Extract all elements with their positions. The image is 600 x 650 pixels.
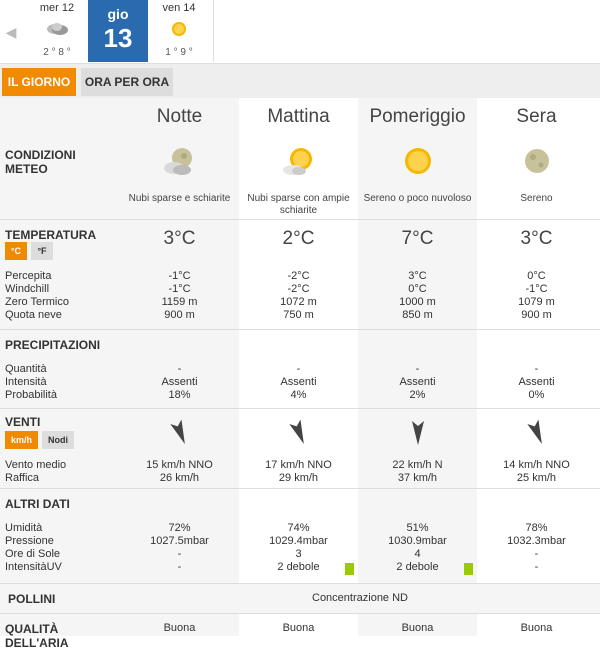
air-quality-value: Buona — [520, 622, 553, 634]
wind-avg-value: 17 km/h NNO — [265, 459, 332, 471]
row-label — [0, 489, 120, 583]
snow-value: 850 m — [402, 309, 433, 321]
fahrenheit-button[interactable]: °F — [31, 242, 53, 260]
snow-value: 900 m — [164, 309, 195, 321]
other-data-row — [0, 489, 600, 584]
zero-value: 1079 m — [518, 296, 555, 308]
moon-icon — [517, 144, 557, 180]
temperature-value: 3°C — [163, 228, 196, 249]
other-data-sublabels — [5, 522, 62, 574]
wind-avg-value: 22 km/h N — [392, 459, 443, 471]
wind-cell — [358, 409, 477, 488]
precipitation-sublabels — [5, 363, 57, 402]
winds-row — [0, 409, 600, 489]
previous-day-arrow-icon[interactable]: ◀ — [5, 24, 17, 40]
air-quality-value: Buona — [282, 622, 315, 634]
quantity-value: - — [415, 363, 420, 375]
air-quality-cell — [120, 614, 239, 636]
label-windchill: Windchill — [5, 283, 50, 295]
period-name: Notte — [156, 106, 203, 127]
zero-value: 1159 m — [161, 296, 198, 308]
intensity-value: Assenti — [161, 376, 198, 388]
label-ore-di-sole: Ore di Sole — [5, 548, 61, 560]
probability-value: 0% — [528, 389, 545, 401]
divider — [213, 0, 214, 62]
sun-icon — [165, 18, 193, 38]
label-percepita: Percepita — [5, 270, 52, 282]
pollen-value: Concentrazione ND — [312, 592, 408, 604]
day-temps: 2 ° 8 ° — [43, 47, 71, 58]
precipitation-title: PRECIPITAZIONI — [5, 338, 101, 352]
label-raffica: Raffica — [5, 472, 40, 484]
uv-level-indicator — [345, 563, 354, 575]
cloudy-icon — [43, 18, 71, 38]
temperature-value: 2°C — [282, 228, 315, 249]
sun-hours-value: - — [177, 548, 182, 560]
tab-il-giorno[interactable]: IL GIORNO — [2, 68, 76, 96]
other-data-cell — [239, 489, 358, 583]
quantity-value: - — [534, 363, 539, 375]
day-name: mer 12 — [39, 2, 75, 14]
zero-value: 1000 m — [399, 296, 436, 308]
period-description: Sereno o poco nuvoloso — [363, 193, 472, 204]
label-quota-neve: Quota neve — [5, 309, 62, 321]
wind-direction-arrow-icon — [522, 414, 552, 449]
row-label — [0, 330, 120, 408]
precipitation-row — [0, 330, 600, 409]
conditions-row — [0, 98, 600, 220]
label-zero-termico: Zero Termico — [5, 296, 69, 308]
humidity-value: 78% — [525, 522, 548, 534]
pressure-value: 1030.9mbar — [388, 535, 447, 547]
row-label — [0, 614, 120, 650]
zero-value: 1072 m — [280, 296, 317, 308]
period-notte — [120, 98, 239, 219]
wind-direction-arrow-icon — [284, 414, 314, 449]
wind-gust-value: 25 km/h — [516, 472, 557, 484]
pressure-value: 1032.3mbar — [507, 535, 566, 547]
temperature-cell — [120, 220, 239, 329]
pollen-title: POLLINI — [8, 592, 56, 606]
uv-value: - — [177, 561, 182, 573]
precipitation-cell — [358, 330, 477, 408]
temperature-cell — [477, 220, 596, 329]
probability-value: 4% — [290, 389, 307, 401]
label-vento-medio: Vento medio — [5, 459, 67, 471]
intensity-value: Assenti — [518, 376, 555, 388]
windchill-value: -1°C — [168, 283, 191, 295]
wind-avg-value: 14 km/h NNO — [503, 459, 570, 471]
label-pressione: Pressione — [5, 535, 54, 547]
temperature-cell — [239, 220, 358, 329]
celsius-button[interactable]: °C — [5, 242, 27, 260]
probability-value: 18% — [168, 389, 191, 401]
wind-cell — [239, 409, 358, 488]
other-data-title: ALTRI DATI — [5, 497, 70, 511]
windchill-value: -1°C — [525, 283, 548, 295]
uv-value: 2 debole — [277, 561, 320, 573]
air-quality-value: Buona — [401, 622, 434, 634]
uv-level-indicator — [464, 563, 473, 575]
period-pomeriggio — [358, 98, 477, 219]
temperature-cell — [358, 220, 477, 329]
label-umidita: Umidità — [5, 522, 43, 534]
moon-cloud-icon — [160, 144, 200, 180]
other-data-cell — [120, 489, 239, 583]
period-description: Nubi sparse con ampie schiarite — [247, 193, 350, 216]
day-card-gio[interactable] — [88, 0, 148, 62]
temperature-title: TEMPERATURA — [5, 228, 97, 242]
wind-gust-value: 29 km/h — [278, 472, 319, 484]
temperature-value: 7°C — [401, 228, 434, 249]
pressure-value: 1029.4mbar — [269, 535, 328, 547]
label-quantita: Quantità — [5, 363, 47, 375]
snow-value: 900 m — [521, 309, 552, 321]
air-quality-cell — [477, 614, 596, 636]
pollen-row — [0, 584, 600, 614]
label-intensita-uv: IntensitàUV — [5, 561, 62, 573]
day-temps: 1 ° 9 ° — [165, 47, 193, 58]
period-name: Sera — [516, 106, 557, 127]
perceived-value: 0°C — [527, 270, 546, 282]
period-description: Sereno — [520, 193, 553, 204]
temperature-sublabels — [5, 270, 69, 322]
other-data-cell — [477, 489, 596, 583]
air-quality-value: Buona — [163, 622, 196, 634]
row-label — [0, 98, 120, 219]
windchill-value: -2°C — [287, 283, 310, 295]
uv-value: 2 debole — [396, 561, 439, 573]
perceived-value: -2°C — [287, 270, 310, 282]
uv-value: - — [534, 561, 539, 573]
row-label — [0, 409, 120, 488]
quantity-value: - — [296, 363, 301, 375]
air-quality-title: QUALITÀ DELL'ARIA — [5, 622, 69, 650]
label-intensita: Intensità — [5, 376, 47, 388]
sun-hours-value: 3 — [295, 548, 302, 560]
sun-hours-value: - — [534, 548, 539, 560]
knots-button[interactable]: Nodi — [42, 431, 74, 449]
period-name: Pomeriggio — [369, 106, 466, 127]
air-quality-cell — [358, 614, 477, 636]
day-number: 13 — [103, 23, 133, 53]
air-quality-cell — [239, 614, 358, 636]
conditions-title: CONDIZIONI METEO — [5, 148, 76, 176]
precipitation-cell — [477, 330, 596, 408]
sun-cloud-icon — [279, 144, 319, 180]
intensity-value: Assenti — [399, 376, 436, 388]
humidity-value: 51% — [406, 522, 429, 534]
perceived-value: 3°C — [408, 270, 427, 282]
air-quality-row — [0, 614, 600, 650]
sun-icon — [398, 144, 438, 180]
wind-gust-value: 26 km/h — [159, 472, 200, 484]
wind-direction-arrow-icon — [408, 417, 428, 447]
perceived-value: -1°C — [168, 270, 191, 282]
wind-cell — [120, 409, 239, 488]
label-probabilita: Probabilità — [5, 389, 57, 401]
tab-ora-per-ora[interactable]: ORA PER ORA — [81, 68, 173, 96]
other-data-cell — [358, 489, 477, 583]
probability-value: 2% — [409, 389, 426, 401]
wind-avg-value: 15 km/h NNO — [146, 459, 213, 471]
period-mattina — [239, 98, 358, 219]
sun-hours-value: 4 — [414, 548, 421, 560]
kmh-button[interactable]: km/h — [5, 431, 38, 449]
winds-title: VENTI — [5, 415, 41, 429]
humidity-value: 72% — [168, 522, 191, 534]
precipitation-cell — [120, 330, 239, 408]
wind-cell — [477, 409, 596, 488]
temperature-row — [0, 220, 600, 330]
row-label — [0, 220, 120, 329]
day-card-ven[interactable] — [149, 0, 209, 62]
period-sera — [477, 98, 596, 219]
snow-value: 750 m — [283, 309, 314, 321]
day-card-mer[interactable] — [27, 0, 87, 62]
wind-gust-value: 37 km/h — [397, 472, 438, 484]
pressure-value: 1027.5mbar — [150, 535, 209, 547]
temperature-value: 3°C — [520, 228, 553, 249]
humidity-value: 74% — [287, 522, 310, 534]
period-name: Mattina — [267, 106, 330, 127]
quantity-value: - — [177, 363, 182, 375]
view-tabs — [0, 64, 600, 98]
day-strip — [0, 0, 600, 64]
day-name: gio — [107, 6, 129, 22]
precipitation-cell — [239, 330, 358, 408]
intensity-value: Assenti — [280, 376, 317, 388]
day-name: ven 14 — [162, 2, 196, 14]
windchill-value: 0°C — [408, 283, 427, 295]
wind-direction-arrow-icon — [165, 414, 195, 449]
period-description: Nubi sparse e schiarite — [128, 193, 231, 204]
winds-sublabels — [5, 459, 66, 485]
